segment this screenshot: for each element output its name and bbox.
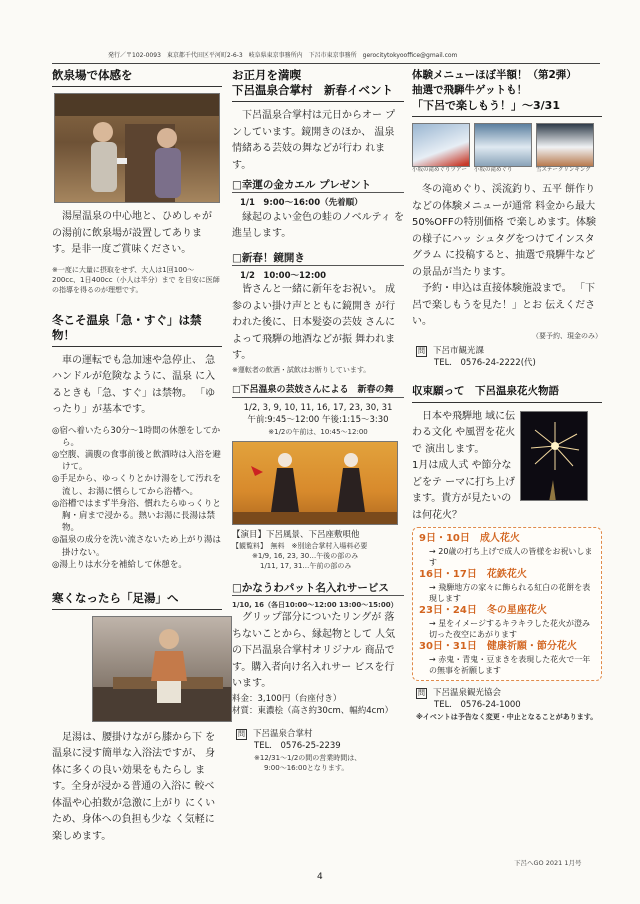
drinking-spring-text: 湯屋温泉の中心地と、ひめしゃが の湯前に飲泉場が設置してありま す。是非一度ご賞味ください。 <box>52 211 212 255</box>
gassho-contact-note2: 9:00～16:00となります。 <box>264 763 349 772</box>
bathing-tips-list <box>52 425 222 571</box>
fireworks-text-part1: 日本や飛騨地 域に伝わる文化 や風習を花火で 演出します。 <box>412 410 516 455</box>
experience-headline-line2: 抽選で飛騨牛ゲットも！ <box>412 84 528 96</box>
list-item: ◎空腹、満腹の食事前後と飲酒時は入浴を避けて。 <box>52 449 221 473</box>
issue-label: 下呂へGO 2021 1月号 <box>514 859 582 867</box>
list-item: ◎宿へ着いたら30分～1時間の休憩をしてから。 <box>52 425 221 448</box>
snow-trekking-photo <box>536 123 594 167</box>
tourism-association-tel: TEL. 0576-24-1000 <box>434 700 521 710</box>
list-item: ◎手足から、ゆっくりとかけ湯をして汚れを流し、お湯に慣らしてから浴槽へ。 <box>52 474 221 497</box>
fireworks-photo <box>520 411 588 501</box>
tourism-association-name: 下呂温泉観光協会 <box>433 687 502 698</box>
fireworks-text <box>412 409 520 525</box>
experience-photo-tiles <box>412 123 602 174</box>
event-name-engraving-time: 1/10, 16（各日10:00～12:00 13:00～15:00） <box>232 601 398 609</box>
phone-icon: 問 <box>418 688 425 697</box>
list-item: ◎浴槽ではまず半身浴、慣れたらゆっくりと胸・肩まで浸かる。熱いお湯に長湯は禁物。 <box>52 498 221 534</box>
fireworks-illustration <box>521 412 588 501</box>
event-name-engraving-title: □かなうわパット名入れサービス <box>232 581 404 596</box>
gassho-contact-org <box>236 728 404 741</box>
fireworks-date: 30日・31日 健康祈願・節分花火 <box>419 640 577 652</box>
tourism-association-contact <box>412 687 602 722</box>
name-engraving-material: 材質：東濃桧（高さ約30cm、幅約4cm） <box>232 706 394 716</box>
experience-tile-label: 小坂の滝めぐり <box>474 167 513 173</box>
fireworks-date: 23日・24日 冬の星座花火 <box>419 604 547 616</box>
publisher-line: 発行／〒102-0093 東京都千代田区平河町2-6-3 岐阜県東京事務所内 下呂市東京事務所 gerocitytokyooffice@gmail.com <box>108 52 458 59</box>
fireworks-desc: → 20歳の打ち上げで成人の皆様をお祝いします <box>429 546 593 567</box>
section-title-drinking-spring: 飲泉場で体感を <box>52 68 222 87</box>
experience-reservation-note: （要予約、現金のみ） <box>532 331 602 340</box>
list-item: ◎温泉の成分を洗い流さないため上がり湯は掛けない。 <box>52 535 221 558</box>
event-gold-frog-time: 1/1 9:00～16:00（先着順） <box>240 198 363 208</box>
event-kagami-text: 皆さんと一緒に新年をお祝い。 成参のよい掛け声とともに鏡開き が行われた後に、日本髪姿の芸妓 さんによって飛騨の地酒などが振 舞われます。 <box>232 284 396 361</box>
phone-icon: 問 <box>238 729 245 738</box>
event-kagami-title: □新春！鏡開き <box>232 251 404 266</box>
gassho-contact <box>232 728 404 773</box>
tourism-division-contact <box>412 345 602 370</box>
tourism-division-tel: TEL. 0576-24-2222(代) <box>434 358 536 368</box>
fireworks-intro <box>412 409 602 521</box>
fireworks-desc: → 赤鬼・青鬼・豆まきを表現した花火で一年の無事を祈願します <box>429 654 591 675</box>
experience-reservation-text: 予約・申込は直接体験施設まで。 「下呂で楽しもうを見た！」とお 伝えください。 <box>412 283 596 327</box>
geisha-schedule-1: ※1/9, 16, 23, 30…午後の部のみ <box>252 552 359 560</box>
fireworks-date: 16日・17日 花鉄花火 <box>419 568 527 580</box>
phone-icon: 問 <box>418 346 425 355</box>
fireworks-text-part2: 1月は成人式 や節分などをテ ーマに打ち上げ ます。貴方が見たいのは何花火？ <box>412 460 516 521</box>
event-kagami-note: ※運転者の飲酒・試飲はお断りしています。 <box>232 365 371 374</box>
event-geisha-note: ※1/2の午前は、10:45～12:00 <box>268 427 368 436</box>
foot-bath-text: 足湯は、腰掛けながら膝から下 を温泉に浸す簡単な入浴法ですが、 身体に多くの良い効果をもたらし ます。全身が浸かる普通の入浴に 較べ体温や心拍数が急激に上がり にくいため、身体への負担も少な く気軽に楽しめます。 <box>52 731 216 842</box>
event-headline-line1: お正月を満喫 <box>232 68 301 82</box>
foot-bath-photo <box>92 616 232 722</box>
experience-tile <box>412 123 470 174</box>
fireworks-date: 9日・10日 成人花火 <box>419 532 520 544</box>
event-gold-frog-text: 縁起のよい金色の蛙のノベルティ を進呈します。 <box>232 211 404 239</box>
event-change-notice: ※イベントは予告なく変更・中止となることがあります。 <box>416 712 598 721</box>
column-center <box>232 68 404 773</box>
fireworks-desc: → 星をイメージするキラキラした花火が澄み切った夜空にあがります <box>429 618 591 639</box>
experience-text: 冬の滝めぐり、渓流釣り、五平 餅作りなどの体験メニューが通常 料金から最大50%OFFの特別価格 で楽しめます。体験の様子にハッ シュタグをつけてインスタグラム に投稿すると、抽選で飛騨牛など の景品が当たります。 <box>412 184 596 278</box>
drinking-spring-note: ※一度に大量に摂取をせず、大人は1回100～200cc、1日400cc（小人は半分）まで を目安に医師の指導を得るのが理想です。 <box>52 265 220 294</box>
event-geisha-times: 午前:9:45～12:00 午後:1:15～3:30 <box>247 415 389 425</box>
event-geisha-dates: 1/2, 3, 9, 10, 11, 16, 17, 23, 30, 31 <box>243 402 393 413</box>
event-kagami-time: 1/2 10:00～12:00 <box>240 270 327 281</box>
geisha-dance-illustration <box>233 442 398 525</box>
event-gold-frog-title: □幸運の金カエル プレゼント <box>232 178 404 193</box>
frozen-waterfall-photo <box>474 123 532 167</box>
header-rule <box>52 63 600 64</box>
page-number: 4 <box>317 872 323 882</box>
drinking-spring-photo <box>54 93 220 203</box>
waterfall-tour-photo <box>412 123 470 167</box>
column-right <box>412 68 602 722</box>
experience-tile-label: 雪ステークリンキング <box>536 167 591 173</box>
fireworks-title: 収束願って 下呂温泉花火物語 <box>412 384 602 403</box>
experience-tile <box>536 123 594 174</box>
geisha-fee: 【観覧料】 無料 ※別途合掌村入場料必要 <box>232 542 368 550</box>
geisha-program: 【演目】下呂風景、下呂座敷唄他 <box>232 529 360 540</box>
tourism-division-row <box>416 345 602 358</box>
tourism-association-row <box>416 687 602 700</box>
column-left <box>52 68 222 845</box>
event-geisha-title: □下呂温泉の芸妓さんによる 新春の舞 <box>232 383 404 398</box>
drinking-spring-illustration <box>55 94 220 203</box>
experience-tile-label: 小坂の滝めぐりツアー <box>412 167 467 173</box>
experience-headline-line1: 体験メニューほぼ半額！（第2弾） <box>412 69 577 81</box>
tourism-division-name: 下呂市観光課 <box>433 345 485 356</box>
section-title-foot-bath: 寒くなったら「足湯」へ <box>52 591 222 610</box>
section-title-winter-bathing: 冬こそ温泉「急・すぐ」は禁物！ <box>52 313 222 347</box>
gassho-intro: 下呂温泉合掌村は元日からオー プンしています。鏡開きのほか、 温泉情緒ある芸妓の舞などが行わ れます。 <box>232 110 396 171</box>
fireworks-schedule-box <box>412 527 602 681</box>
gassho-contact-note1: ※12/31～1/2の間の営業時間は、 <box>254 753 362 762</box>
geisha-schedule-2: 1/11, 17, 31…午前の部のみ <box>260 562 352 570</box>
foot-bath-illustration <box>93 617 232 722</box>
experience-headline-line3: 「下呂で楽しもう！」～3/31 <box>412 98 602 117</box>
event-name-engraving-text: グリップ部分についたリングが 落ちないことから、縁起物として 人気の下呂温泉合掌村オリジナル 商品です。購入者向け名入れサー ビスを行います。 <box>232 612 396 689</box>
fireworks-desc: → 飛騨地方の家々に飾られる紅白の花餅を表現します <box>429 582 591 603</box>
gassho-contact-tel: TEL. 0576-25-2239 <box>254 741 341 751</box>
experience-tile <box>474 123 532 174</box>
event-headline-line2: 下呂温泉合掌村 新春イベント <box>232 83 404 102</box>
winter-bathing-text: 車の運転でも急加速や急停止、 急ハンドルが危険なように、温泉 に入るときも「急、すぐ」は禁物。 「ゆったり」が基本です。 <box>52 354 216 415</box>
list-item: ◎湯上りは水分を補給して休憩を。 <box>52 559 187 570</box>
gassho-contact-name: 下呂温泉合掌村 <box>253 728 313 739</box>
geisha-dance-photo <box>232 441 398 525</box>
name-engraving-price: 料金：3,100円（台座付き） <box>232 693 342 704</box>
